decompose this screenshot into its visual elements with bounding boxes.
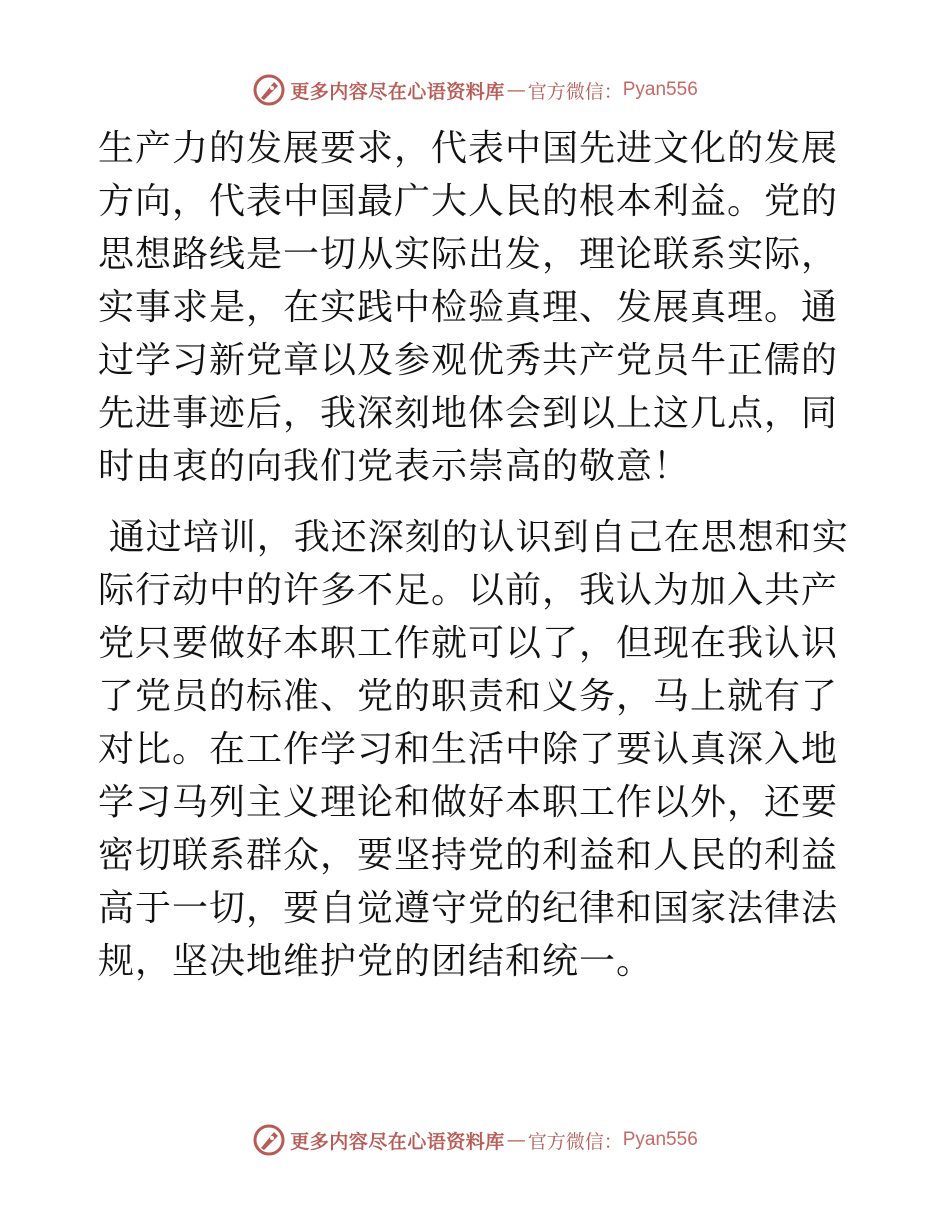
paragraph-1: 生产力的发展要求，代表中国先进文化的发展方向，代表中国最广大人民的根本利益。党的思想路线是一切从实际出发，理论联系实际，实事求是，在实践中检验真理、发展真理。通过学习新党章以及参观优秀共产党员牛正儒的先进事迹后，我深刻地体会到以上这几点，同时由衷的向我们党表示崇高的敬意！ bbox=[98, 128, 839, 487]
footer-wechat-label: 官方微信： bbox=[527, 1130, 623, 1153]
pen-nib-logo-icon bbox=[252, 1123, 286, 1157]
header-banner bbox=[0, 70, 950, 110]
footer-site-text: 更多内容尽在心语资料库 bbox=[290, 1130, 505, 1153]
footer-banner bbox=[0, 1120, 950, 1160]
footer-separator: — bbox=[506, 1129, 526, 1151]
header-wechat-label: 官方微信： bbox=[527, 80, 623, 103]
header-separator: — bbox=[506, 79, 526, 101]
document-body bbox=[98, 122, 850, 988]
header-wechat-id: Pyan556 bbox=[622, 79, 698, 100]
paragraph-2: 通过培训，我还深刻的认识到自己在思想和实际行动中的许多不足。以前，我认为加入共产党只要做好本职工作就可以了，但现在我认识了党员的标准、党的职责和义务，马上就有了对比。在工作学习和生活中除了要认真深入地学习马列主义理论和做好本职工作以外，还要密切联系群众，要坚持党的利益和人民的利益高于一切，要自觉遵守党的纪律和国家法律法规，坚决地维护党的团结和统一。 bbox=[98, 517, 849, 982]
pen-nib-logo-icon bbox=[252, 73, 286, 107]
header-site-text: 更多内容尽在心语资料库 bbox=[290, 80, 505, 103]
footer-wechat-id: Pyan556 bbox=[622, 1129, 698, 1150]
